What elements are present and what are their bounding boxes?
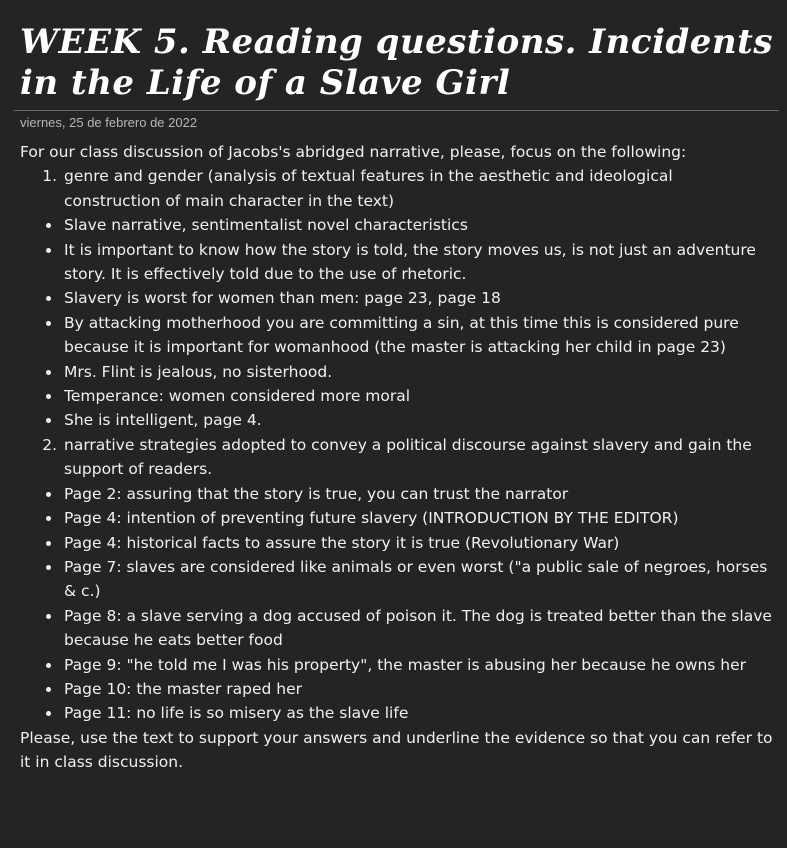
- topics-list-continued: [20, 433, 773, 482]
- post-date: viernes, 25 de febrero de 2022: [20, 115, 198, 130]
- post-title[interactable]: WEEK 5. Reading questions. Incidents in the Life of a Slave Girl: [20, 22, 773, 103]
- list-item: • Page 11: no life is so misery as the slave life: [62, 701, 773, 725]
- list-item: • Page 8: a slave serving a dog accused of poison it. The dog is treated better than the slave because he eats better food: [62, 604, 773, 653]
- post-body: [20, 140, 773, 775]
- topic-item: 2. narrative strategies adopted to convey a political discourse against slavery and gain the support of readers.: [62, 433, 773, 482]
- list-item: • Page 4: historical facts to assure the story it is true (Revolutionary War): [62, 531, 773, 555]
- list-item: • Temperance: women considered more moral: [62, 384, 773, 408]
- intro-paragraph: For our class discussion of Jacobs's abridged narrative, please, focus on the following:: [20, 143, 687, 161]
- list-item: • Slave narrative, sentimentalist novel characteristics: [62, 213, 773, 237]
- list-item: • Page 10: the master raped her: [62, 677, 773, 701]
- topic-1-points: [62, 213, 773, 433]
- list-item: • Slavery is worst for women than men: page 23, page 18: [62, 286, 773, 310]
- title-divider: [14, 110, 779, 111]
- list-item: • Mrs. Flint is jealous, no sisterhood.: [62, 360, 773, 384]
- list-item: • Page 9: "he told me I was his property", the master is abusing her because he owns her: [62, 653, 773, 677]
- topic-2-points: [62, 482, 773, 726]
- list-item: • Page 2: assuring that the story is true, you can trust the narrator: [62, 482, 773, 506]
- topics-list: [20, 164, 773, 213]
- list-item: • Page 7: slaves are considered like animals or even worst ("a public sale of negroes, horses & c.): [62, 555, 773, 604]
- list-item: • She is intelligent, page 4.: [62, 408, 773, 432]
- list-item: • It is important to know how the story is told, the story moves us, is not just an adventure story. It is effectively told due to the use of rhetoric.: [62, 238, 773, 287]
- closing-paragraph: Please, use the text to support your answers and underline the evidence so that you can refer to it in class discussion.: [20, 728, 773, 772]
- list-item: • Page 4: intention of preventing future slavery (INTRODUCTION BY THE EDITOR): [62, 506, 773, 530]
- topic-item: 1. genre and gender (analysis of textual features in the aesthetic and ideological construction of main character in the text): [62, 164, 773, 213]
- list-item: • By attacking motherhood you are committing a sin, at this time this is considered pure because it is important for womanhood (the master is attacking her child in page 23): [62, 311, 773, 360]
